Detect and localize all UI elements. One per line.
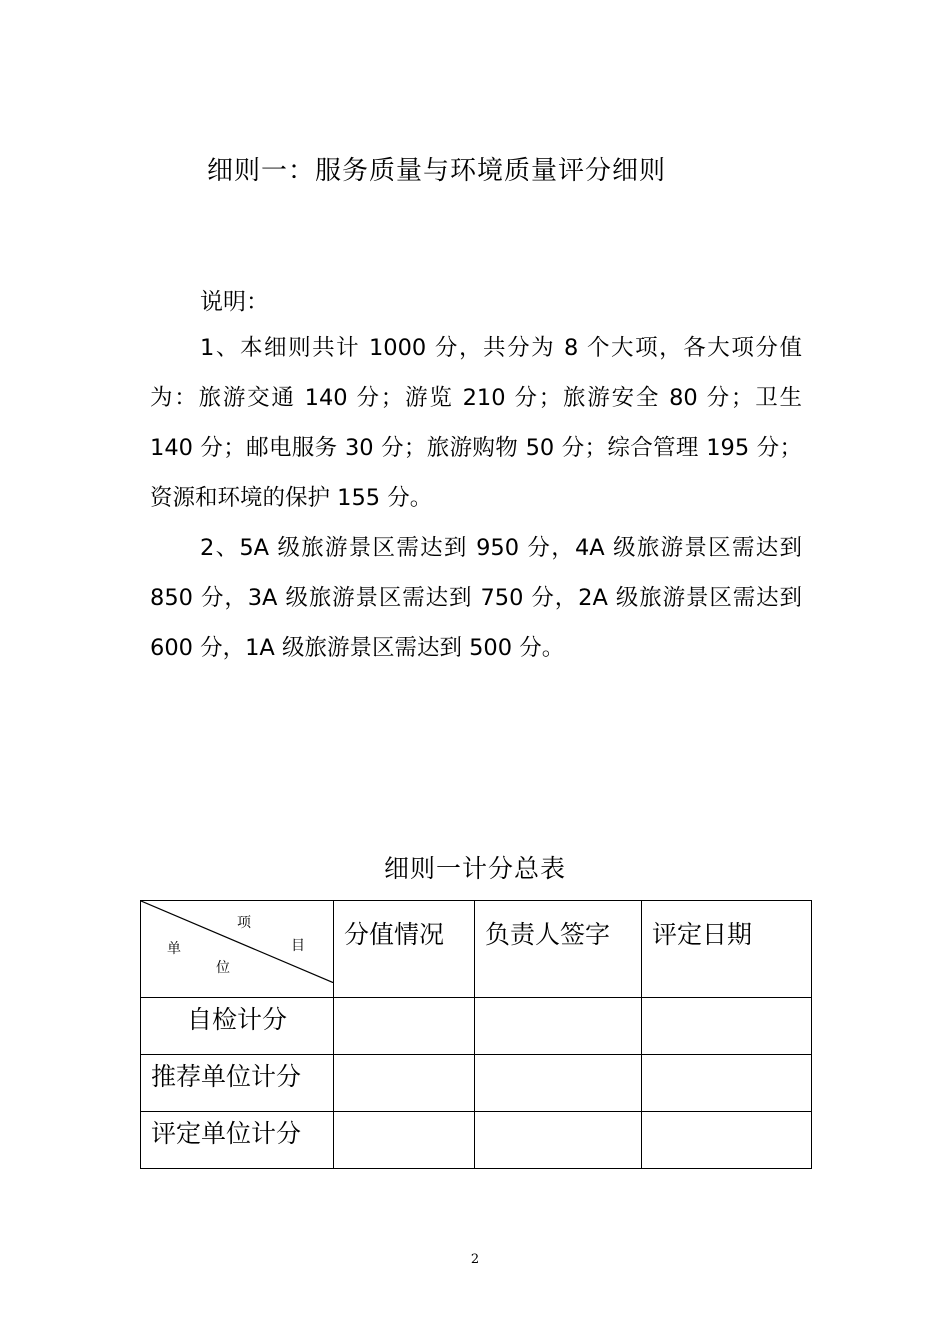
table-cell-signature[interactable]: [475, 998, 642, 1055]
table-cell-score[interactable]: [334, 1112, 475, 1169]
table-row: [141, 1112, 812, 1169]
row-label-evaluating-unit: 评定单位计分: [141, 1112, 334, 1169]
table-cell-score[interactable]: [334, 1055, 475, 1112]
notes-heading: 说明：: [200, 289, 269, 315]
table-cell-date[interactable]: [642, 1112, 812, 1169]
table-title: 细则一计分总表: [383, 854, 566, 883]
score-summary-table: [140, 900, 812, 1169]
table-cell-signature[interactable]: [475, 1055, 642, 1112]
corner-item-char-2: 目: [291, 938, 305, 954]
column-header-score: 分值情况: [334, 901, 475, 998]
note-paragraph-1: 1、本细则共计 1000 分，共分为 8 个大项，各大项分值为：旅游交通 140 分；游览 210 分；旅游安全 80 分；卫生 140 分；邮电服务 30 分；旅游购物 50 分；综合管理 195 分；资源和环境的保护 155 分。: [150, 335, 802, 511]
table-row: [141, 998, 812, 1055]
column-header-date: 评定日期: [642, 901, 812, 998]
table-header-row: [141, 901, 812, 998]
document-title: 细则一：服务质量与环境质量评分细则: [207, 156, 667, 186]
table-cell-score[interactable]: [334, 998, 475, 1055]
table-cell-date[interactable]: [642, 1055, 812, 1112]
diagonal-header-cell: [141, 901, 334, 998]
column-header-signature: 负责人签字: [475, 901, 642, 998]
table-row: [141, 1055, 812, 1112]
row-label-recommending-unit: 推荐单位计分: [141, 1055, 334, 1112]
table-cell-date[interactable]: [642, 998, 812, 1055]
row-label-self-check: 自检计分: [141, 998, 334, 1055]
page-number: 2: [470, 1252, 480, 1267]
note-paragraph-2: 2、5A 级旅游景区需达到 950 分，4A 级旅游景区需达到 850 分，3A 级旅游景区需达到 750 分，2A 级旅游景区需达到 600 分，1A 级旅游景区需达到 500 分。: [150, 535, 802, 661]
corner-item-char-1: 项: [237, 915, 251, 931]
table-cell-signature[interactable]: [475, 1112, 642, 1169]
corner-unit-char-1: 单: [167, 941, 181, 957]
corner-unit-char-2: 位: [216, 960, 230, 976]
